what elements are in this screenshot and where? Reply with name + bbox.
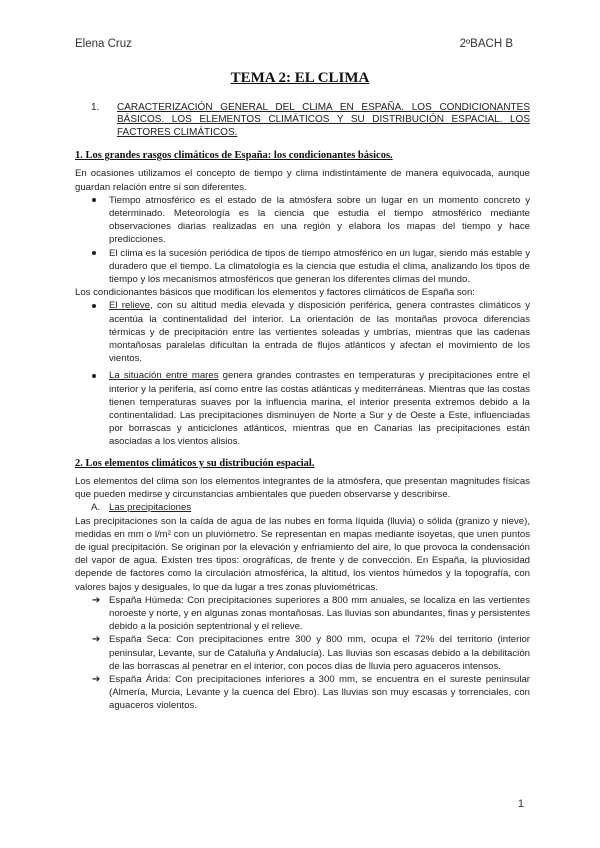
zone-text: España Húmeda: Con precipitaciones superiores a 800 mm anuales, se localiza en las vertientes noroeste y norte, y en algunas zonas montañosas. Las lluvias son abundantes, finas y persistentes debido a la posición septentrional y el relieve. bbox=[109, 594, 530, 633]
zone-text: España Árida: Con precipitaciones inferiores a 300 mm, se encuentra en el sureste peninsular (Almería, Murcia, Levante y la cuenca del Ebro). Las lluvias son muy escasas y torrenciales, con aguaceros violentos. bbox=[109, 673, 530, 712]
list-item: El clima es la sucesión periódica de tipos de tiempo atmosférico en un lugar, siendo más estable y duradero que el tiempo. La climatología es la ciencia que estudia el clima, analizando los tipos de tiempo y los mecanismos atmosféricos que generan los diferentes climas del mundo. bbox=[75, 247, 530, 287]
section-number: 1. bbox=[91, 102, 100, 113]
header-course: 2ºBACH B bbox=[459, 38, 513, 50]
arrow-icon: ➔ bbox=[92, 673, 101, 685]
page-number: 1 bbox=[517, 798, 524, 810]
relieve-label: El relieve bbox=[109, 300, 151, 312]
sub-title: Las precipitaciones bbox=[109, 502, 192, 514]
paragraph-elements-intro: Los elementos del clima son los elementos integrantes de la atmósfera, que presentan magnitudes físicas que pueden medirse y circunstancias ambientales que pueden observarse y describirse. bbox=[75, 475, 530, 501]
list-item: Tiempo atmosférico es el estado de la atmósfera sobre un lugar en un momento concreto y determinado. Meteorología es la ciencia que estudia el tiempo atmosférico mediante observaciones diarias realizadas en una región y elabora los mapas del tiempo y hace predicciones. bbox=[75, 194, 530, 247]
subheading-precipitaciones bbox=[91, 501, 530, 514]
sub-letter: A. bbox=[91, 502, 101, 514]
paragraph-intro: En ocasiones utilizamos el concepto de tiempo y clima indistintamente de manera equivocada, aunque guardan relación entre sí son diferentes. bbox=[75, 168, 530, 193]
conditioning-list bbox=[75, 299, 530, 448]
mares-text: genera grandes contrastes en temperaturas y precipitaciones entre el interior y la periferia, así como entre las costas atlánticas y mediterráneas. Mientras que las costas tienen temperaturas suaves por la influencia marina, el interior presenta extremos debido a la continentalidad. Las precipitaciones disminuyen de Norte a Sur y de Oeste a Este, influenciadas por borrascas y anticiclones atlánticos, mientras que en Canarias las precipitaciones están asociadas a los vientos alisios. bbox=[109, 370, 530, 448]
definition-list bbox=[75, 194, 530, 286]
header-author: Elena Cruz bbox=[75, 38, 132, 50]
zone-item-arida bbox=[75, 673, 530, 713]
zone-item-humeda bbox=[75, 594, 530, 634]
document-body bbox=[75, 102, 530, 713]
relieve-text: , con su altitud media elevada y disposición periférica, genera contrastes climáticos y acentúa la continentalidad del interior. La orientación de las montañas provoca diferencias térmicas y de precipitación entre las vertientes soleadas y umbrías, mientras que las cadenas montañosas paralelas dificultan la entrada de flujos atlánticos y afectan el movimiento de los vientos. bbox=[109, 300, 530, 365]
section-title: CARACTERIZACIÓN GENERAL DEL CLIMA EN ESPAÑA. LOS CONDICIONANTES BÁSICOS. LOS ELEMENTOS CLIMÁTICOS Y SU DISTRIBUCIÓN ESPACIAL. LOS FACTORES CLIMÁTICOS. bbox=[117, 102, 530, 138]
arrow-icon: ➔ bbox=[92, 594, 101, 606]
arrow-icon: ➔ bbox=[92, 634, 101, 646]
zone-item-seca bbox=[75, 633, 530, 673]
subsection-heading-2: 2. Los elementos climáticos y su distribución espacial. bbox=[75, 457, 315, 469]
paragraph-conditioning-intro: Los condicionantes básicos que modifican los elementos y factores climáticos de España son: bbox=[75, 287, 475, 299]
mares-label: La situación entre mares bbox=[109, 370, 219, 382]
document-title: TEMA 2: EL CLIMA bbox=[230, 70, 370, 86]
list-item-relieve bbox=[75, 299, 530, 365]
list-item-mares bbox=[75, 369, 530, 448]
subsection-heading-1: 1. Los grandes rasgos climáticos de España: los condicionantes básicos. bbox=[75, 150, 393, 162]
zones-list bbox=[75, 594, 530, 713]
zone-text: España Seca: Con precipitaciones entre 300 y 800 mm, ocupa el 72% del territorio (interior peninsular, Levante, sur de Cataluña y Andalucía). Las lluvias son escasas debido a la debilitación de las borrascas al penetrar en el interior, con pocos días de lluvia pero aguaceros intensos. bbox=[109, 634, 530, 672]
paragraph-precipitaciones: Las precipitaciones son la caída de agua de las nubes en forma líquida (lluvia) o sólida (granizo y nieve), medidas en mm o l/m² con un pluviómetro. Se representan en mapas mediante isoyetas, que unen puntos de igual precipitación. Se originan por la elevación y enfriamiento del aire, lo que provoca la condensación del vapor de agua. Existen tres tipos: orográficas, de frente y de convección. En España, la pluviosidad depende de factores como la circulación atmosférica, la altitud, los vientos húmedos y la topografía, con valores bajos y desiguales, lo que da lugar a tres zonas pluviométricas. bbox=[75, 515, 530, 593]
section-heading bbox=[91, 102, 530, 139]
